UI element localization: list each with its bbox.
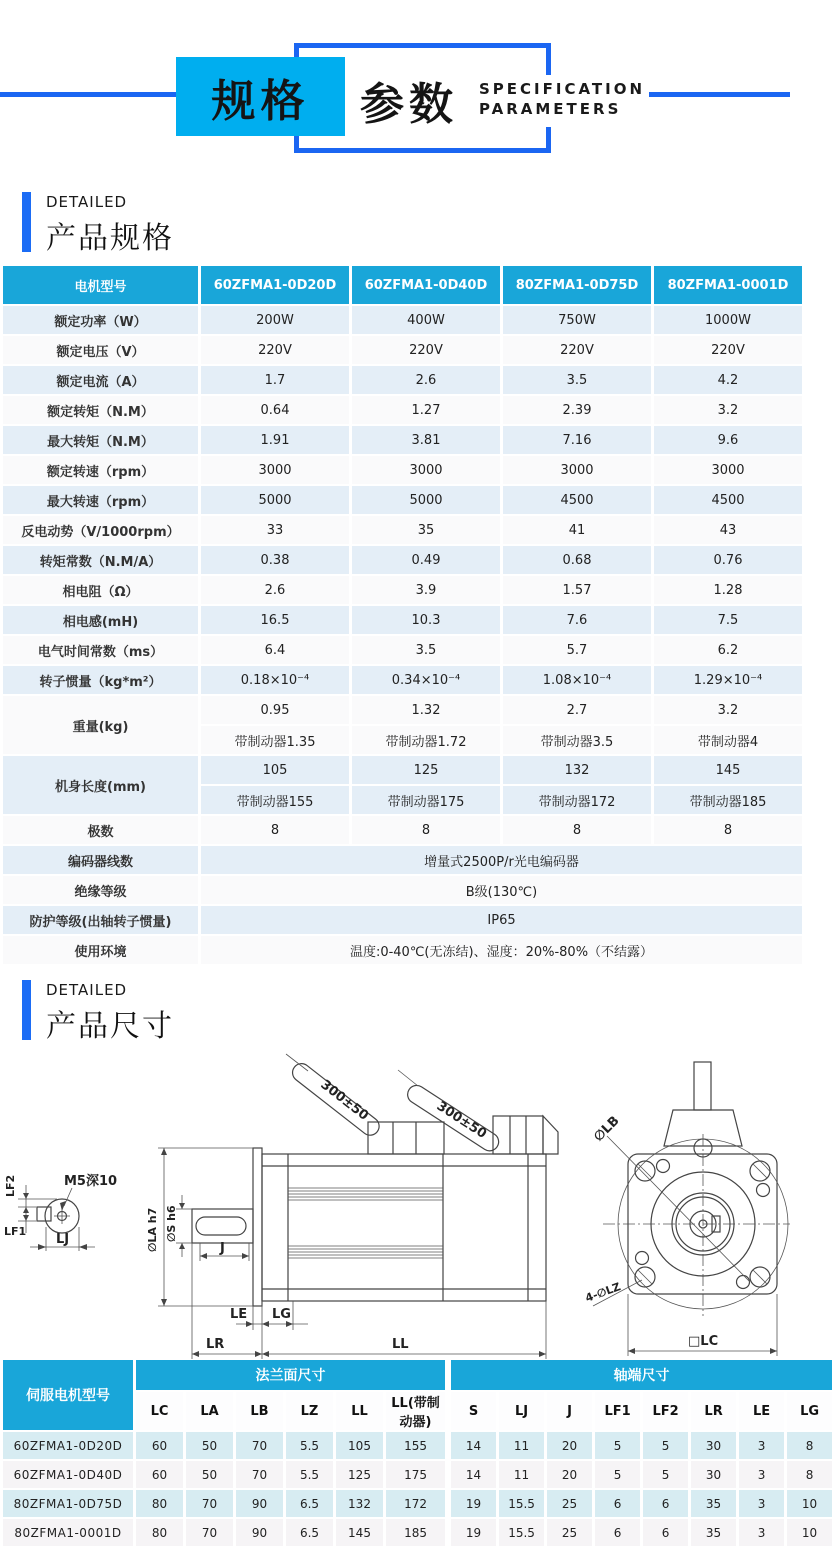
spec-row-label: 重量(kg)	[3, 696, 198, 754]
dim-cell: 5	[643, 1461, 688, 1488]
spec-cell: 33	[201, 516, 349, 544]
dim-cell: 35	[691, 1490, 736, 1517]
dim-col-header: S	[451, 1392, 496, 1430]
spec-cell: 105	[201, 756, 349, 784]
dim-cell: 6	[643, 1490, 688, 1517]
label-lf2: LF2	[4, 1174, 17, 1197]
dimension-table-head	[3, 1360, 832, 1430]
spec-row-label: 电气时间常数（ms）	[3, 636, 198, 664]
spec-row	[3, 756, 802, 784]
spec-corner-header: 电机型号	[3, 266, 198, 304]
spec-cell: 带制动器175	[352, 786, 500, 814]
dim-cell: 11	[499, 1432, 544, 1459]
spec-cell: 3000	[503, 456, 651, 484]
spec-cell: 220V	[201, 336, 349, 364]
spec-cell: 0.18×10⁻⁴	[201, 666, 349, 694]
spec-cell: 4.2	[654, 366, 802, 394]
spec-row-label: 使用环境	[3, 936, 198, 964]
dim-cell: 3	[739, 1519, 784, 1546]
dim-cell: 5	[595, 1461, 640, 1488]
spec-row	[3, 636, 802, 664]
spec-row-label: 额定电压（V）	[3, 336, 198, 364]
spec-row	[3, 666, 802, 694]
dim-cell: 6	[643, 1519, 688, 1546]
dim-cell: 35	[691, 1519, 736, 1546]
spec-row	[3, 396, 802, 424]
dim-group-flange: 法兰面尺寸	[136, 1360, 448, 1390]
dim-col-header: LF2	[643, 1392, 688, 1430]
spec-table-head	[3, 266, 802, 304]
spec-row-label: 额定电流（A）	[3, 366, 198, 394]
spec-table	[0, 264, 805, 966]
banner-subtitle-line2: PARAMETERS	[479, 99, 622, 118]
dim-col-header: LR	[691, 1392, 736, 1430]
dim-cell: 6	[595, 1490, 640, 1517]
dim-cell: 15.5	[499, 1519, 544, 1546]
spec-row	[3, 696, 802, 724]
dim-cell: 125	[336, 1461, 383, 1488]
spec-row	[3, 576, 802, 604]
spec-cell: 132	[503, 756, 651, 784]
dimension-table	[0, 1358, 835, 1548]
spec-cell: 带制动器3.5	[503, 726, 651, 754]
dim-col-header: J	[547, 1392, 592, 1430]
spec-cell: 3000	[352, 456, 500, 484]
label-dia-la: ∅LA h7	[146, 1207, 159, 1252]
spec-table-body	[3, 306, 802, 964]
banner-line-left	[0, 92, 176, 97]
dim-model-header: 伺服电机型号	[3, 1360, 133, 1430]
spec-cell: 3000	[654, 456, 802, 484]
spec-cell: 1.29×10⁻⁴	[654, 666, 802, 694]
spec-row-label: 相电阻（Ω）	[3, 576, 198, 604]
dim-col-header: LE	[739, 1392, 784, 1430]
spec-cell: 220V	[352, 336, 500, 364]
section-bar-icon	[22, 192, 31, 252]
dim-cell: 30	[691, 1432, 736, 1459]
dim-cell: 6.5	[286, 1490, 333, 1517]
spec-row-label: 额定功率（W）	[3, 306, 198, 334]
dim-cell: 19	[451, 1490, 496, 1517]
spec-row	[3, 846, 802, 874]
dim-col-header: LL	[336, 1392, 383, 1430]
dim-cell: 145	[336, 1519, 383, 1546]
dim-row	[3, 1490, 832, 1517]
spec-cell: 带制动器155	[201, 786, 349, 814]
dim-col-header: LZ	[286, 1392, 333, 1430]
dim-cell: 50	[186, 1432, 233, 1459]
spec-cell: 温度:0-40℃(无冻结)、湿度：20%-80%（不结露）	[201, 936, 802, 964]
spec-cell: 0.68	[503, 546, 651, 574]
spec-cell: 0.38	[201, 546, 349, 574]
cable-length-label-2: 300±50	[433, 1098, 490, 1142]
spec-row	[3, 366, 802, 394]
spec-row	[3, 516, 802, 544]
spec-row-label: 反电动势（V/1000rpm）	[3, 516, 198, 544]
spec-cell: 0.76	[654, 546, 802, 574]
spec-cell: 1.7	[201, 366, 349, 394]
banner-title-right: 参数	[360, 79, 458, 130]
dim-model-cell: 80ZFMA1-0001D	[3, 1519, 133, 1546]
spec-cell: 带制动器185	[654, 786, 802, 814]
banner-subtitle	[479, 80, 645, 119]
dim-cell: 132	[336, 1490, 383, 1517]
spec-cell: 750W	[503, 306, 651, 334]
dim-cell: 25	[547, 1490, 592, 1517]
spec-row-label: 额定转矩（N.M）	[3, 396, 198, 424]
dim-col-header: LG	[787, 1392, 832, 1430]
spec-cell: 7.6	[503, 606, 651, 634]
cable-length-label-1: 300±50	[317, 1077, 371, 1124]
dim-row	[3, 1432, 832, 1459]
spec-cell: 0.64	[201, 396, 349, 424]
dim-cell: 185	[386, 1519, 448, 1546]
spec-cell: 5.7	[503, 636, 651, 664]
dim-cell: 14	[451, 1432, 496, 1459]
label-lr: LR	[206, 1337, 225, 1352]
dim-group-shaft: 轴端尺寸	[451, 1360, 832, 1390]
dim-cell: 5	[595, 1432, 640, 1459]
dim-col-header: LL(带制动器)	[386, 1392, 448, 1430]
dim-cell: 90	[236, 1490, 283, 1517]
spec-cell: 5000	[352, 486, 500, 514]
spec-cell: 1000W	[654, 306, 802, 334]
spec-model-header: 80ZFMA1-0D75D	[503, 266, 651, 304]
spec-cell: 3.5	[352, 636, 500, 664]
dim-row	[3, 1461, 832, 1488]
section-header-specs	[22, 192, 790, 256]
spec-cell: 0.95	[201, 696, 349, 724]
spec-row	[3, 486, 802, 514]
spec-row-label: 机身长度(mm)	[3, 756, 198, 814]
spec-cell: 2.6	[201, 576, 349, 604]
dim-cell: 6.5	[286, 1519, 333, 1546]
spec-cell: 带制动器1.35	[201, 726, 349, 754]
dim-cell: 6	[595, 1519, 640, 1546]
section-title: 产品尺寸	[46, 1009, 174, 1044]
spec-row-label: 转子惯量（kg*m²）	[3, 666, 198, 694]
spec-row	[3, 336, 802, 364]
spec-row-label: 极数	[3, 816, 198, 844]
dim-cell: 8	[787, 1432, 832, 1459]
dim-cell: 10	[787, 1519, 832, 1546]
dim-cell: 50	[186, 1461, 233, 1488]
label-m5-depth: M5深10	[64, 1174, 118, 1189]
dimension-drawings	[0, 1054, 790, 1354]
spec-cell: 125	[352, 756, 500, 784]
spec-cell: 1.08×10⁻⁴	[503, 666, 651, 694]
spec-cell: 带制动器1.72	[352, 726, 500, 754]
dim-cell: 11	[499, 1461, 544, 1488]
dim-col-header: LC	[136, 1392, 183, 1430]
spec-model-header: 80ZFMA1-0001D	[654, 266, 802, 304]
spec-cell: 3.5	[503, 366, 651, 394]
section-eyebrow: DETAILED	[46, 981, 128, 999]
spec-cell: 4500	[654, 486, 802, 514]
spec-cell: 7.16	[503, 426, 651, 454]
spec-cell: 41	[503, 516, 651, 544]
dim-col-header: LB	[236, 1392, 283, 1430]
spec-row	[3, 546, 802, 574]
banner-cyan-box	[176, 57, 345, 136]
spec-row-label: 绝缘等级	[3, 876, 198, 904]
dim-cell: 20	[547, 1432, 592, 1459]
spec-cell: 7.5	[654, 606, 802, 634]
spec-cell: 8	[503, 816, 651, 844]
spec-row-label: 最大转速（rpm）	[3, 486, 198, 514]
dim-cell: 60	[136, 1432, 183, 1459]
spec-row-label: 编码器线数	[3, 846, 198, 874]
spec-cell: 200W	[201, 306, 349, 334]
spec-cell: IP65	[201, 906, 802, 934]
spec-cell: 6.2	[654, 636, 802, 664]
spec-cell: B级(130℃)	[201, 876, 802, 904]
spec-cell: 9.6	[654, 426, 802, 454]
shaft-end-drawing	[2, 1135, 154, 1315]
spec-cell: 3000	[201, 456, 349, 484]
label-le: LE	[230, 1307, 248, 1322]
spec-row-label: 防护等级(出轴转子惯量)	[3, 906, 198, 934]
dim-cell: 30	[691, 1461, 736, 1488]
spec-row-label: 额定转速（rpm）	[3, 456, 198, 484]
dim-cell: 80	[136, 1490, 183, 1517]
dim-model-cell: 80ZFMA1-0D75D	[3, 1490, 133, 1517]
dim-cell: 3	[739, 1490, 784, 1517]
spec-row	[3, 876, 802, 904]
dim-cell: 70	[186, 1519, 233, 1546]
spec-row	[3, 816, 802, 844]
label-lc: □LC	[688, 1334, 719, 1349]
dim-model-cell: 60ZFMA1-0D40D	[3, 1461, 133, 1488]
dim-group-header-row	[3, 1360, 832, 1390]
dim-cell: 5.5	[286, 1432, 333, 1459]
banner	[0, 0, 790, 178]
spec-cell: 0.49	[352, 546, 500, 574]
spec-cell: 400W	[352, 306, 500, 334]
dim-col-header: LA	[186, 1392, 233, 1430]
dim-cell: 3	[739, 1461, 784, 1488]
dim-cell: 70	[186, 1490, 233, 1517]
dim-cell: 5.5	[286, 1461, 333, 1488]
spec-cell: 3.2	[654, 396, 802, 424]
spec-cell: 1.27	[352, 396, 500, 424]
dim-cell: 3	[739, 1432, 784, 1459]
dim-cell: 19	[451, 1519, 496, 1546]
dim-cell: 90	[236, 1519, 283, 1546]
spec-cell: 220V	[654, 336, 802, 364]
dim-col-header: LF1	[595, 1392, 640, 1430]
label-j: J	[220, 1241, 225, 1256]
dim-cell: 80	[136, 1519, 183, 1546]
spec-cell: 带制动器4	[654, 726, 802, 754]
spec-cell: 带制动器172	[503, 786, 651, 814]
dim-cell: 10	[787, 1490, 832, 1517]
spec-cell: 5000	[201, 486, 349, 514]
label-lj: LJ	[56, 1232, 70, 1247]
spec-cell: 2.7	[503, 696, 651, 724]
dim-cell: 175	[386, 1461, 448, 1488]
spec-cell: 220V	[503, 336, 651, 364]
spec-cell: 1.57	[503, 576, 651, 604]
spec-model-header: 60ZFMA1-0D20D	[201, 266, 349, 304]
section-title: 产品规格	[46, 221, 174, 256]
spec-cell: 增量式2500P/r光电编码器	[201, 846, 802, 874]
banner-subtitle-line1: SPECIFICATION	[479, 80, 646, 98]
side-view-drawing	[148, 1054, 588, 1362]
spec-cell: 1.91	[201, 426, 349, 454]
banner-title-left: 规格	[211, 75, 310, 127]
dim-model-cell: 60ZFMA1-0D20D	[3, 1432, 133, 1459]
label-lf1: LF1	[4, 1225, 27, 1238]
spec-header-row	[3, 266, 802, 304]
label-dia-lb: ∅LB	[591, 1113, 623, 1145]
dim-cell: 105	[336, 1432, 383, 1459]
label-dia-s: ∅S h6	[165, 1205, 178, 1242]
spec-cell: 0.34×10⁻⁴	[352, 666, 500, 694]
spec-cell: 10.3	[352, 606, 500, 634]
spec-cell: 43	[654, 516, 802, 544]
banner-line-right	[649, 92, 790, 97]
dim-row	[3, 1519, 832, 1546]
label-4-lz: 4-∅LZ	[583, 1280, 623, 1305]
spec-cell: 1.28	[654, 576, 802, 604]
section-bar-icon	[22, 980, 31, 1040]
dim-cell: 70	[236, 1432, 283, 1459]
section-header-dims	[22, 980, 790, 1044]
spec-row	[3, 936, 802, 964]
spec-cell: 2.6	[352, 366, 500, 394]
spec-cell: 3.2	[654, 696, 802, 724]
spec-cell: 8	[654, 816, 802, 844]
dim-col-header: LJ	[499, 1392, 544, 1430]
label-lg: LG	[272, 1307, 291, 1322]
dim-cell: 14	[451, 1461, 496, 1488]
section-eyebrow: DETAILED	[46, 193, 128, 211]
spec-cell: 8	[352, 816, 500, 844]
dimension-table-body	[3, 1432, 832, 1546]
spec-row-label: 转矩常数（N.M/A）	[3, 546, 198, 574]
spec-cell: 6.4	[201, 636, 349, 664]
spec-row	[3, 906, 802, 934]
front-view-drawing	[585, 1054, 790, 1362]
spec-cell: 8	[201, 816, 349, 844]
dim-cell: 172	[386, 1490, 448, 1517]
spec-model-header: 60ZFMA1-0D40D	[352, 266, 500, 304]
spec-cell: 4500	[503, 486, 651, 514]
spec-cell: 35	[352, 516, 500, 544]
label-ll: LL	[392, 1337, 409, 1352]
spec-row	[3, 426, 802, 454]
dim-cell: 15.5	[499, 1490, 544, 1517]
spec-cell: 1.32	[352, 696, 500, 724]
dim-cell: 155	[386, 1432, 448, 1459]
dim-cell: 70	[236, 1461, 283, 1488]
dim-cell: 60	[136, 1461, 183, 1488]
dim-cell: 25	[547, 1519, 592, 1546]
spec-row	[3, 306, 802, 334]
spec-row-label: 相电感(mH)	[3, 606, 198, 634]
dim-cell: 20	[547, 1461, 592, 1488]
spec-cell: 2.39	[503, 396, 651, 424]
spec-row	[3, 456, 802, 484]
spec-cell: 16.5	[201, 606, 349, 634]
spec-row-label: 最大转矩（N.M）	[3, 426, 198, 454]
spec-cell: 3.81	[352, 426, 500, 454]
spec-cell: 3.9	[352, 576, 500, 604]
spec-cell: 145	[654, 756, 802, 784]
dim-cell: 5	[643, 1432, 688, 1459]
dim-cell: 8	[787, 1461, 832, 1488]
spec-row	[3, 606, 802, 634]
